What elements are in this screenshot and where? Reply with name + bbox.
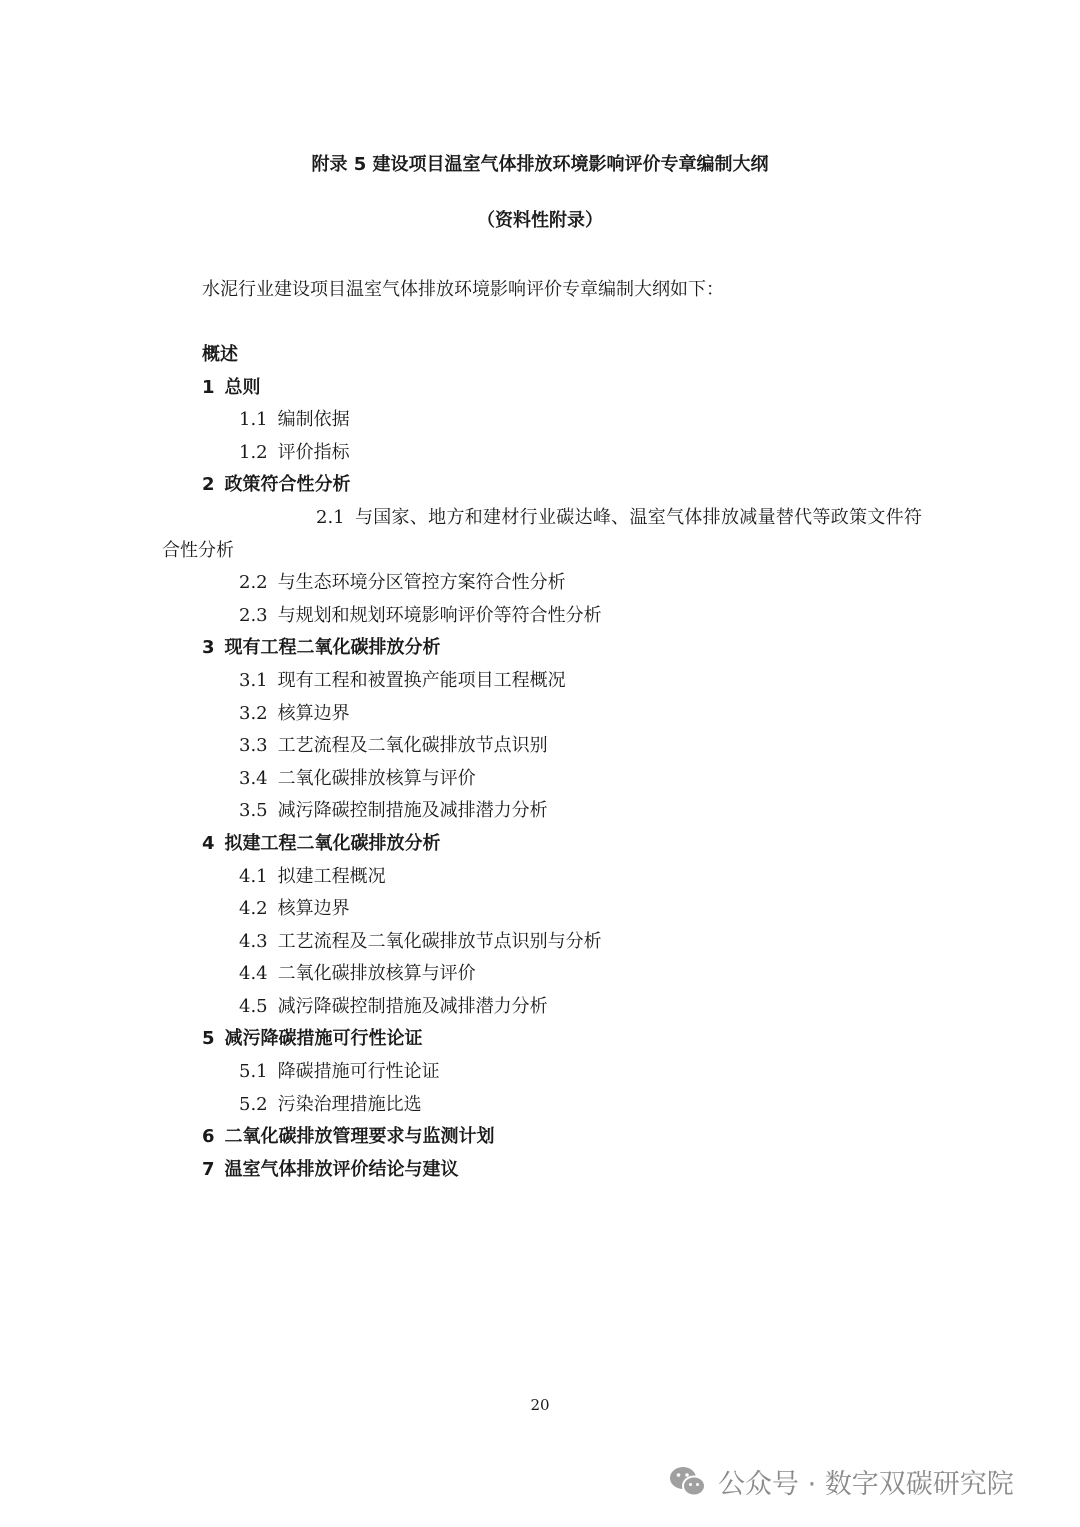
outline-item	[0, 469, 1080, 502]
outline-item-number: 3.4	[239, 767, 268, 789]
outline-item-number: 1	[202, 376, 215, 398]
page-number: 20	[530, 1396, 550, 1414]
outline-item	[0, 600, 1080, 633]
outline-item	[0, 1056, 1080, 1089]
outline-item-label: 工艺流程及二氧化碳排放节点识别与分析	[277, 930, 602, 952]
outline-item-number: 6	[202, 1126, 215, 1148]
outline-item-label: 核算边界	[277, 898, 350, 920]
page-title: 附录 5 建设项目温室气体排放环境影响评价专章编制大纲	[311, 154, 769, 175]
outline-item-label: 编制依据	[277, 409, 350, 431]
outline-item-label: 二氧化碳排放核算与评价	[277, 767, 476, 789]
outline-item-number: 5.1	[239, 1061, 268, 1083]
outline-item-label: 政策符合性分析	[224, 474, 351, 496]
outline-item-number: 2	[202, 474, 215, 496]
outline-item	[0, 828, 1080, 861]
outline-item-label: 减污降碳措施可行性论证	[224, 1028, 423, 1050]
outline-item	[0, 926, 1080, 959]
outline-item-number: 7	[202, 1158, 215, 1180]
outline-item-label: 评价指标	[277, 441, 350, 463]
watermark	[668, 1462, 1014, 1501]
outline-item-number: 3	[202, 637, 215, 659]
outline-item-label: 二氧化碳排放核算与评价	[277, 963, 476, 985]
watermark-text: 公众号 · 数字双碳研究院	[718, 1469, 1014, 1500]
outline-item-number: 4	[202, 832, 215, 854]
wechat-icon	[668, 1465, 708, 1499]
outline-item-number: 3.5	[239, 800, 268, 822]
outline-item	[0, 795, 1080, 828]
outline-item	[0, 404, 1080, 437]
outline-item-label: 总则	[224, 376, 261, 398]
outline-item-number: 4.5	[239, 995, 268, 1017]
outline-item	[0, 763, 1080, 796]
page-subtitle: （资料性附录）	[477, 210, 603, 231]
outline-item-number: 3.1	[239, 669, 268, 691]
outline-item	[0, 991, 1080, 1024]
outline-item-label: 现有工程二氧化碳排放分析	[224, 637, 441, 659]
outline-item	[0, 698, 1080, 731]
outline-item-number: 4.3	[239, 930, 268, 952]
outline-item-label: 拟建工程二氧化碳排放分析	[224, 832, 441, 854]
outline-item	[0, 1023, 1080, 1056]
outline-item-number: 5	[202, 1028, 215, 1050]
outline-list	[0, 339, 1080, 1186]
outline-item-label: 工艺流程及二氧化碳排放节点识别	[277, 735, 548, 757]
outline-item-label: 概述	[202, 344, 238, 365]
outline-item	[0, 339, 1080, 372]
outline-item-label: 减污降碳控制措施及减排潜力分析	[277, 995, 548, 1017]
outline-item-label: 与国家、地方和建材行业碳达峰、温室气体排放减量替代等政策文件符合性分析	[162, 506, 922, 561]
outline-item-label: 减污降碳控制措施及减排潜力分析	[277, 800, 548, 822]
outline-item-number: 5.2	[239, 1093, 268, 1115]
outline-item	[0, 861, 1080, 894]
outline-item-number: 2.3	[239, 604, 268, 626]
outline-item-label: 拟建工程概况	[277, 865, 386, 887]
outline-item-label: 二氧化碳排放管理要求与监测计划	[224, 1126, 495, 1148]
outline-item	[0, 893, 1080, 926]
outline-item	[0, 632, 1080, 665]
outline-item-number: 2.1	[316, 506, 345, 528]
outline-item-number: 4.2	[239, 898, 268, 920]
outline-item-label: 与生态环境分区管控方案符合性分析	[277, 572, 566, 594]
outline-item	[0, 1154, 1080, 1187]
outline-item	[0, 502, 1080, 567]
outline-item-label: 现有工程和被置换产能项目工程概况	[277, 669, 566, 691]
outline-item	[0, 665, 1080, 698]
outline-item-label: 污染治理措施比选	[277, 1093, 422, 1115]
outline-item	[0, 730, 1080, 763]
outline-item-number: 1.1	[239, 409, 268, 431]
outline-item-label: 降碳措施可行性论证	[277, 1061, 440, 1083]
outline-item-number: 3.2	[239, 702, 268, 724]
outline-item-number: 3.3	[239, 735, 268, 757]
outline-item-number: 2.2	[239, 572, 268, 594]
outline-item-label: 与规划和规划环境影响评价等符合性分析	[277, 604, 602, 626]
outline-item-text	[162, 502, 922, 567]
outline-item-number: 4.1	[239, 865, 268, 887]
outline-item-number: 4.4	[239, 963, 268, 985]
outline-item	[0, 372, 1080, 405]
outline-item-label: 核算边界	[277, 702, 350, 724]
outline-item-number: 1.2	[239, 441, 268, 463]
outline-item	[0, 437, 1080, 470]
outline-item	[0, 958, 1080, 991]
outline-item	[0, 1121, 1080, 1154]
outline-item-label: 温室气体排放评价结论与建议	[224, 1158, 459, 1180]
outline-item	[0, 567, 1080, 600]
intro-paragraph: 水泥行业建设项目温室气体排放环境影响评价专章编制大纲如下：	[202, 279, 724, 300]
outline-item	[0, 1089, 1080, 1122]
